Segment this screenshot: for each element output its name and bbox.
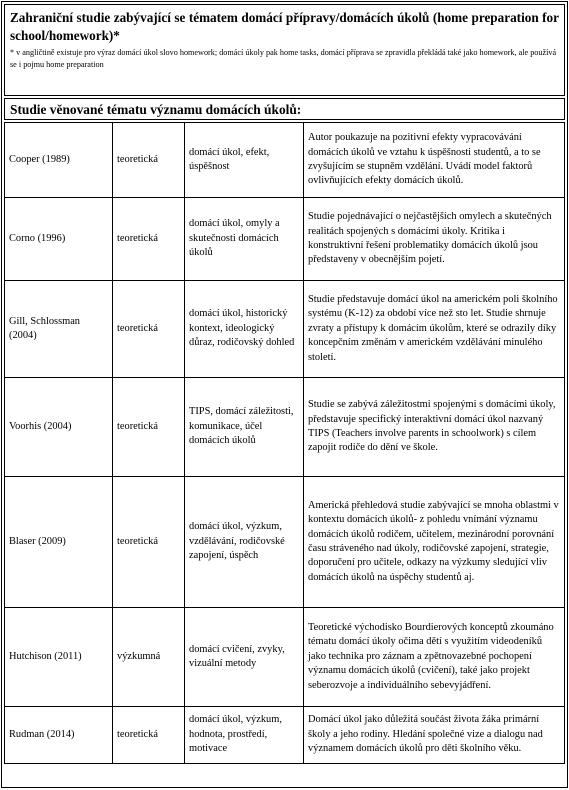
study-type-cell: teoretická xyxy=(113,123,185,198)
keywords-cell: TIPS, domácí záležitosti, komunikace, účel domácích úkolů xyxy=(185,378,304,477)
description-cell: Autor poukazuje na pozitivní efekty vypracovávání domácích úkolů ve vztahu k úspěšnosti studentů, a to se zvyšujícím se stupněm vzdělání. Uvádí model faktorů ovlivňujících efekty domácích úkolů. xyxy=(304,123,565,198)
author-cell: Gill, Schlossman (2004) xyxy=(5,281,113,378)
study-type-cell: teoretická xyxy=(113,198,185,281)
study-type-cell: výzkumná xyxy=(113,608,185,707)
description-cell: Studie se zabývá záležitostmi spojenými s domácími úkoly, představuje specifický interaktivní domácí úkol nazvaný TIPS (Teachers involve parents in schoolwork) s cílem zapojit rodiče do dění ve škole. xyxy=(304,378,565,477)
description-cell: Studie představuje domácí úkol na americkém poli školního systému (K-12) za období více než sto let. Studie shrnuje zvraty a přístupy k domácím úkolům, které se odrazily díky koncepčním změnám v americkém vzdělávání minulého století. xyxy=(304,281,565,378)
keywords-cell: domácí úkol, výzkum, vzdělávání, rodičovské zapojení, úspěch xyxy=(185,477,304,608)
author-cell: Rudman (2014) xyxy=(5,707,113,764)
description-cell: Studie pojednávající o nejčastějších omylech a skutečných realitách spojených s domácími úkoly. Kritika i konstruktivní řešení problematiky domácích úkolů jsou představeny v obecnějším pojetí. xyxy=(304,198,565,281)
author-cell: Corno (1996) xyxy=(5,198,113,281)
document-page xyxy=(1,1,568,788)
keywords-cell: domácí úkol, historický kontext, ideologický důraz, rodičovský dohled xyxy=(185,281,304,378)
studies-table xyxy=(4,122,565,764)
description-cell: Americká přehledová studie zabývající se mnoha oblastmi v kontextu domácích úkolů- z pohledu vnímání významu domácích úkolů rodičem, učitelem, mezinárodní porovnání času stráveného nad úkoly, rodičovské zapojení, strategie, doporučení pro učitele, odkazy na výzkumy sledující vliv domácích úkolů na úspěchy studentů aj. xyxy=(304,477,565,608)
author-cell: Voorhis (2004) xyxy=(5,378,113,477)
keywords-cell: domácí úkol, výzkum, hodnota, prostředí, motivace xyxy=(185,707,304,764)
table-row xyxy=(5,123,565,198)
study-type-cell: teoretická xyxy=(113,707,185,764)
author-cell: Hutchison (2011) xyxy=(5,608,113,707)
keywords-cell: domácí úkol, efekt, úspěšnost xyxy=(185,123,304,198)
table-row xyxy=(5,281,565,378)
keywords-cell: domácí úkol, omyly a skutečnosti domácích úkolů xyxy=(185,198,304,281)
study-type-cell: teoretická xyxy=(113,281,185,378)
study-type-cell: teoretická xyxy=(113,378,185,477)
document-header xyxy=(4,4,565,96)
table-row xyxy=(5,707,565,764)
table-row xyxy=(5,198,565,281)
footnote-text: * v angličtině existuje pro výraz domácí úkol slovo homework; domácí úkoly pak home tasks, domácí příprava se zpravidla překládá také jako homework, ale používá se i pojmu home preparation xyxy=(10,48,557,69)
section-heading: Studie věnované tématu významu domácích úkolů: xyxy=(4,98,565,120)
keywords-cell: domácí cvičení, zvyky, vizuální metody xyxy=(185,608,304,707)
table-row xyxy=(5,477,565,608)
table-row xyxy=(5,608,565,707)
table-row xyxy=(5,378,565,477)
document-title: Zahraniční studie zabývající se tématem domácí přípravy/domácích úkolů (home preparation for school/homework)* xyxy=(10,10,559,43)
author-cell: Cooper (1989) xyxy=(5,123,113,198)
description-cell: Domácí úkol jako důležitá součást života žáka primární školy a jeho rodiny. Hledání společné vize a dialogu nad významem domácích úkolů pro děti školního věku. xyxy=(304,707,565,764)
study-type-cell: teoretická xyxy=(113,477,185,608)
author-cell: Blaser (2009) xyxy=(5,477,113,608)
description-cell: Teoretické východisko Bourdierových konceptů zkoumáno tématu domácí úkoly očima dětí s využitím videodeníků jako technika pro záznam a zpětnovazebné pochopení významu domácích úkolů (cvičení), také jako projekt seberozvoje a individuálního sebevyjádření. xyxy=(304,608,565,707)
